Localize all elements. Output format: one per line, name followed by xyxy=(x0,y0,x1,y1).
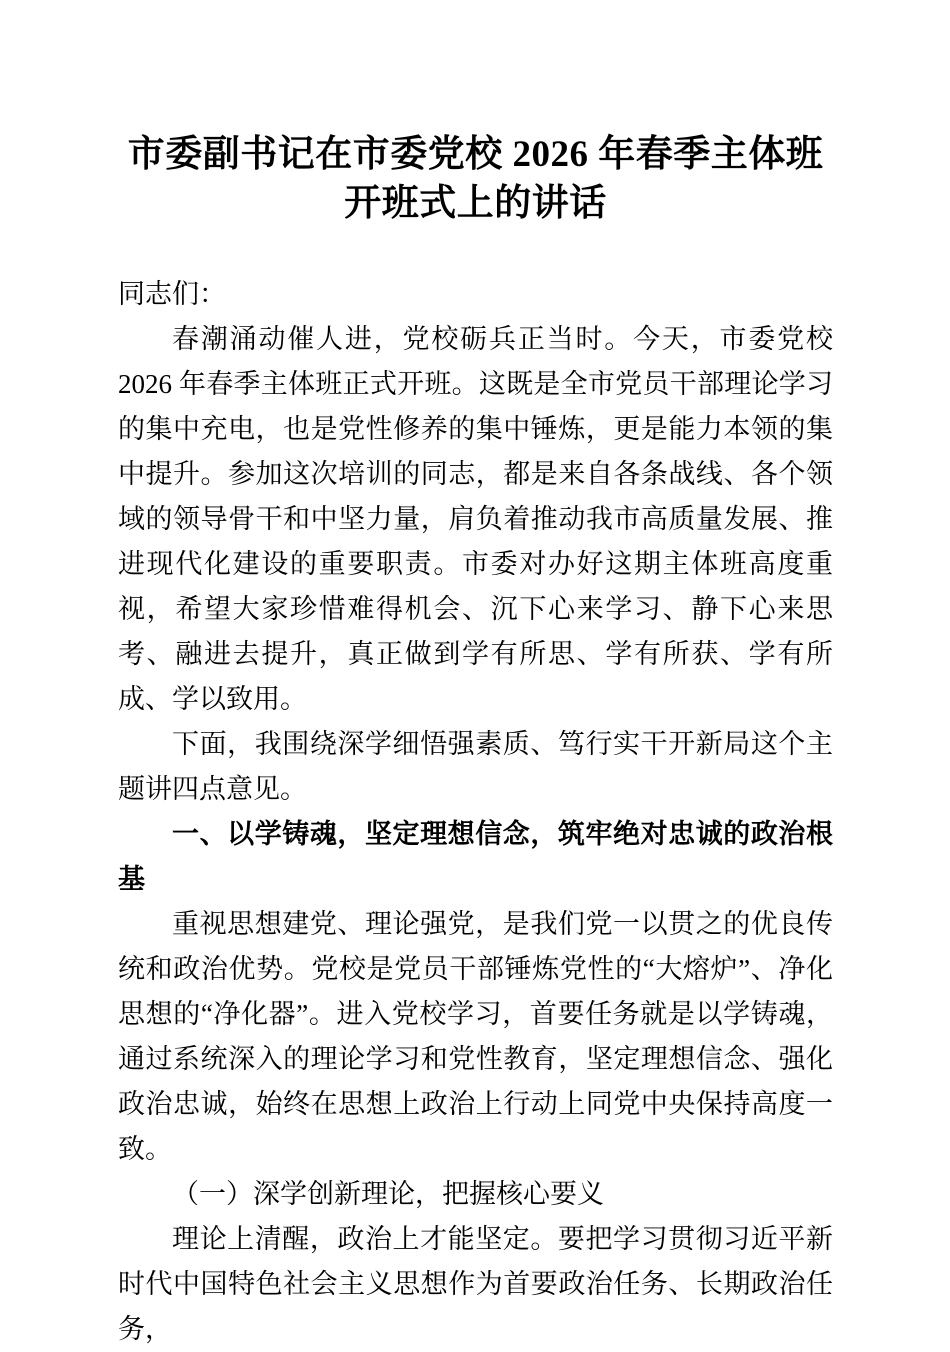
subsection-heading-one: （一）深学创新理论，把握核心要义 xyxy=(172,1179,604,1209)
paragraph-outline: 下面，我围绕深学细悟强素质、笃行实干开新局这个主题讲四点意见。 xyxy=(118,729,833,804)
section-heading-one: 一、以学铸魂，坚定理想信念，筑牢绝对忠诚的政治根基 xyxy=(118,819,833,894)
paragraph-subsection-one: 理论上清醒，政治上才能坚定。要把学习贯彻习近平新时代中国特色社会主义思想作为首要政治任务、长期政治任务， xyxy=(118,1224,833,1344)
paragraph-section-one: 重视思想建党、理论强党，是我们党一以贯之的优良传统和政治优势。党校是党员干部锤炼党性的“大熔炉”、净化思想的“净化器”。进入党校学习，首要任务就是以学铸魂，通过系统深入的理论学习和党性教育，坚定理想信念、强化政治忠诚，始终在思想上政治上行动上同党中央保持高度一致。 xyxy=(118,909,833,1164)
document-title: 市委副书记在市委党校 2026 年春季主体班开班式上的讲话 xyxy=(127,134,824,224)
paragraph-opening: 春潮涌动催人进，党校砺兵正当时。今天，市委党校 2026 年春季主体班正式开班。这既是全市党员干部理论学习的集中充电，也是党性修养的集中锤炼，更是能力本领的集中提升。参加这次培训的同志，都是来自各条战线、各个领域的领导骨干和中坚力量，肩负着推动我市高质量发展、推进现代化建设的重要职责。市委对办好这期主体班高度重视，希望大家珍惜难得机会、沉下心来学习、静下心来思考、融进去提升，真正做到学有所思、学有所获、学有所成、学以致用。 xyxy=(118,324,833,714)
salutation: 同志们： xyxy=(118,279,226,309)
document-body xyxy=(118,272,833,1352)
